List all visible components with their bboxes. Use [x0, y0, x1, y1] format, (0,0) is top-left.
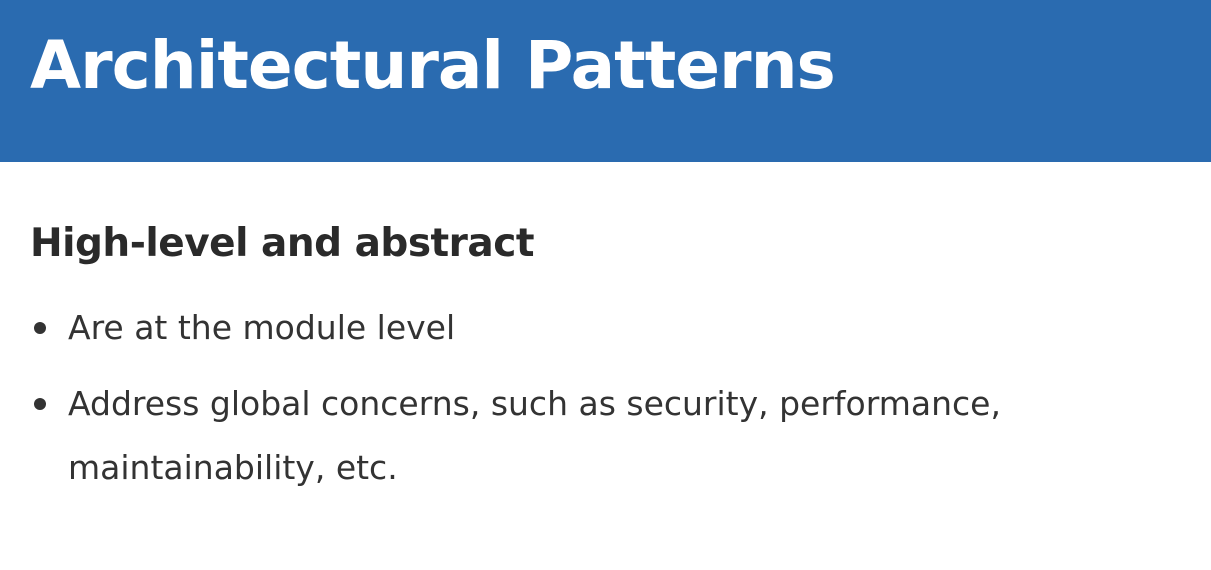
bullet-text: Are at the module level: [68, 308, 456, 347]
bullet-item: [30, 296, 1180, 360]
title-bar: [0, 0, 1211, 162]
slide-content: [30, 214, 1180, 512]
bullet-text: Address global concerns, such as security, performance, maintainability, etc.: [68, 384, 1001, 487]
bullet-item: [30, 372, 1180, 500]
bullet-icon: [34, 322, 46, 334]
bullet-icon: [34, 398, 46, 410]
bullet-list: [30, 296, 1180, 500]
slide-title: Architectural Patterns: [30, 27, 835, 104]
slide-subtitle: High-level and abstract: [30, 221, 534, 266]
